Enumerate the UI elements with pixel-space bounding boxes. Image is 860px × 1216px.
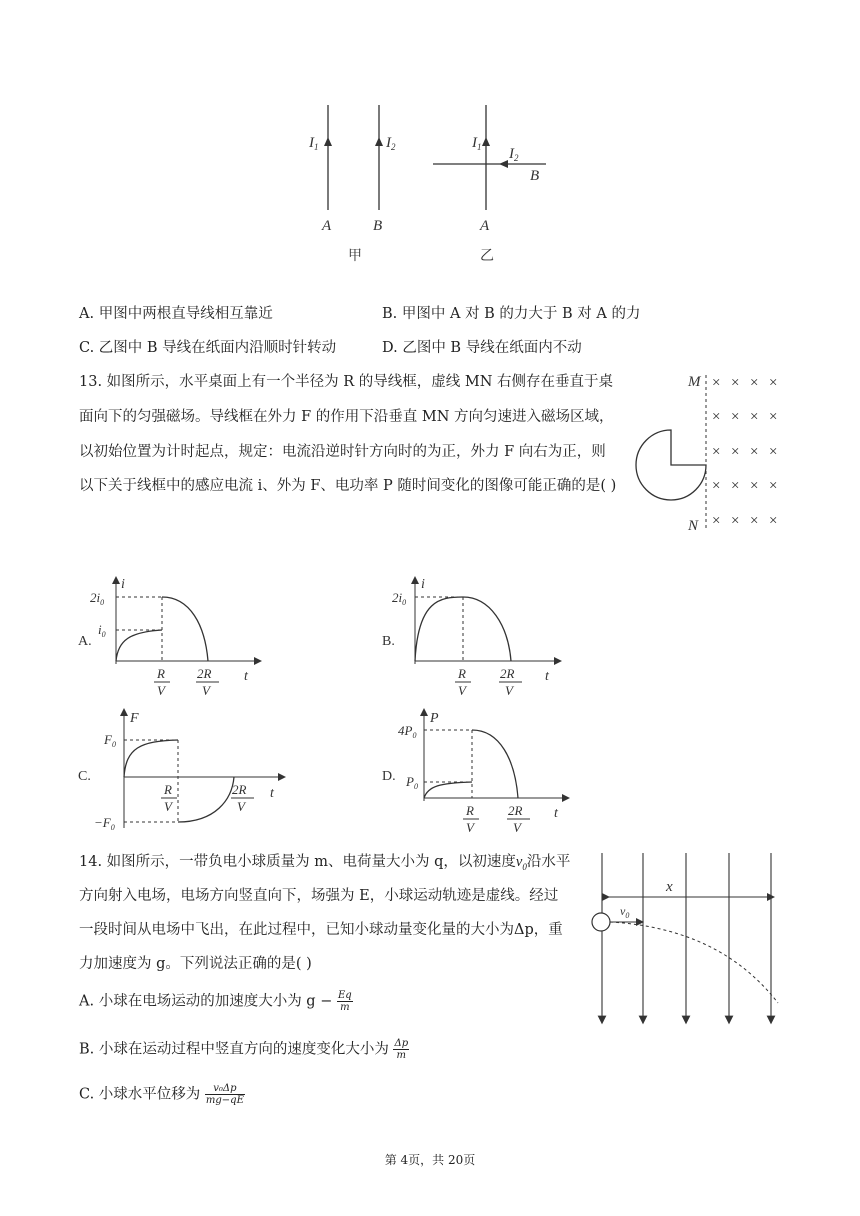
q14-line-1: 14. 如图所示，一带负电小球质量为 m、电荷量大小为 q，以初速度$v_0$沿水平	[79, 854, 571, 872]
caption-yi: 乙	[480, 249, 494, 264]
field-x-mark-16: ×	[712, 513, 721, 529]
q12-option-b[interactable]: B. 甲图中 A 对 B 的力大于 B 对 A 的力	[382, 306, 641, 322]
graph-d-t-label: t	[554, 806, 558, 821]
graph-d-t2-den: V	[513, 820, 521, 835]
field-x-mark-4: ×	[712, 409, 721, 425]
graph-a-t1-den: V	[157, 683, 165, 698]
graph-c-neg-f0: $-F_0$	[94, 815, 115, 832]
graph-c-t1-num: R	[164, 782, 172, 797]
q14-option-b-fraction: $\frac{\Delta p}{m}$	[394, 1038, 409, 1061]
caption-jia: 甲	[348, 249, 362, 264]
q13-line-3: 以初始位置为计时起点，规定：电流沿逆时针方向时的为正，外力 F 向右为正，则	[79, 444, 606, 460]
field-x-mark-9: ×	[731, 444, 740, 460]
label-i1-yi: $I_1$	[472, 135, 482, 152]
field-x-mark-6: ×	[750, 409, 759, 425]
q14-option-a-fraction: $\frac{Eq}{m}$	[337, 990, 352, 1013]
q14-line-3: 一段时间从电场中飞出，在此过程中，已知小球动量变化量的大小为Δp，重	[79, 922, 563, 938]
page-footer: 第 4页，共 20页	[384, 1153, 476, 1167]
field-x-mark-17: ×	[731, 513, 740, 529]
label-a-jia: A	[322, 218, 332, 234]
field-x-mark-10: ×	[750, 444, 759, 460]
graph-a-t1-num: R	[157, 666, 165, 681]
graph-b-t2-den: V	[505, 683, 513, 698]
q14-option-a[interactable]: A. 小球在电场运动的加速度大小为 g − $\frac{Eq}{m}$	[79, 990, 352, 1013]
label-m: M	[688, 374, 701, 390]
trajectory	[610, 922, 778, 1003]
q14-line-2: 方向射入电场，电场方向竖直向下，场强为 E，小球运动轨迹是虚线。经过	[79, 888, 559, 904]
v0-label: $v_0$	[620, 904, 630, 920]
label-b-jia: B	[373, 218, 383, 234]
graph-d-t1-den: V	[466, 820, 474, 835]
graph-b-y-label: i	[421, 577, 425, 592]
label-a-yi: A	[480, 218, 490, 234]
label-i2-jia: $I_2$	[386, 135, 396, 152]
graph-a-t-label: t	[244, 669, 248, 684]
field-x-mark-18: ×	[750, 513, 759, 529]
q14-option-b[interactable]: B. 小球在运动过程中竖直方向的速度变化大小为 $\frac{\Delta p}{m}$	[79, 1038, 409, 1061]
field-x-mark-11: ×	[769, 444, 778, 460]
graph-b-t-label: t	[545, 669, 549, 684]
x-label: x	[666, 879, 673, 895]
field-x-mark-8: ×	[712, 444, 721, 460]
q12-option-a[interactable]: A. 甲图中两根直导线相互靠近	[79, 306, 273, 322]
charged-ball[interactable]	[592, 913, 610, 931]
graph-c-t2-num: 2R	[232, 782, 247, 797]
graph-c-y-label: F	[130, 711, 139, 726]
q14-option-c-fraction: $\frac{\text{v₀Δp}}{mg-qE}$	[205, 1083, 244, 1106]
label-i2-yi: $I_2$	[509, 146, 519, 163]
graph-c-f0: $F_0$	[104, 732, 116, 749]
graph-c-label: C.	[78, 769, 91, 784]
graph-c-t-label: t	[270, 786, 274, 801]
field-x-mark-19: ×	[769, 513, 778, 529]
graph-d-p0: $P_0$	[406, 774, 418, 791]
field-x-mark-12: ×	[712, 478, 721, 494]
q14-line-4: 力加速度为 g。下列说法正确的是( )	[79, 956, 312, 972]
label-b-yi: B	[530, 168, 540, 184]
graph-d-y-label: P	[430, 711, 439, 726]
field-x-mark-15: ×	[769, 478, 778, 494]
q13-line-1: 13. 如图所示，水平桌面上有一个半径为 R 的导线框，虚线 MN 右侧存在垂直于桌	[79, 374, 614, 390]
graph-b-t1-den: V	[458, 683, 466, 698]
field-x-mark-3: ×	[769, 375, 778, 391]
graph-b-label: B.	[382, 634, 395, 649]
q12-option-d[interactable]: D. 乙图中 B 导线在纸面内不动	[382, 340, 582, 356]
graph-d-label: D.	[382, 769, 396, 784]
q14-option-c[interactable]: C. 小球水平位移为 $\frac{\text{v₀Δp}}{mg-qE}$	[79, 1083, 244, 1106]
field-x-mark-2: ×	[750, 375, 759, 391]
q12-option-c[interactable]: C. 乙图中 B 导线在纸面内沿顺时针转动	[79, 340, 337, 356]
graph-c-t2-den: V	[237, 799, 245, 814]
field-x-mark-13: ×	[731, 478, 740, 494]
graph-b-t1-num: R	[458, 666, 466, 681]
label-n: N	[688, 518, 699, 534]
graph-b-t2-num: 2R	[500, 666, 515, 681]
graph-c-t1-den: V	[164, 799, 172, 814]
graph-a-y-label: i	[121, 577, 125, 592]
field-x-mark-14: ×	[750, 478, 759, 494]
field-x-mark-7: ×	[769, 409, 778, 425]
q13-line-4: 以下关于线框中的感应电流 i、外为 F、电功率 P 随时间变化的图像可能正确的是( )	[79, 478, 617, 494]
graph-b-2i0: $2i_0$	[392, 590, 407, 607]
graph-a-t2-den: V	[202, 683, 210, 698]
graph-d-4p0: $4P_0$	[398, 723, 417, 740]
graph-a-i0: $i_0$	[98, 622, 106, 639]
label-i1-jia: $I_1$	[309, 135, 319, 152]
graph-d-t2-num: 2R	[508, 803, 523, 818]
field-x-mark-0: ×	[712, 375, 721, 391]
graph-a-label: A.	[78, 634, 92, 649]
graph-a-t2-num: 2R	[197, 666, 212, 681]
field-x-mark-5: ×	[731, 409, 740, 425]
graph-d-t1-num: R	[466, 803, 474, 818]
field-x-mark-1: ×	[731, 375, 740, 391]
q13-line-2: 面向下的匀强磁场。导线框在外力 F 的作用下沿垂直 MN 方向匀速进入磁场区域，	[79, 409, 614, 425]
graph-a-2i0: $2i_0$	[90, 590, 105, 607]
